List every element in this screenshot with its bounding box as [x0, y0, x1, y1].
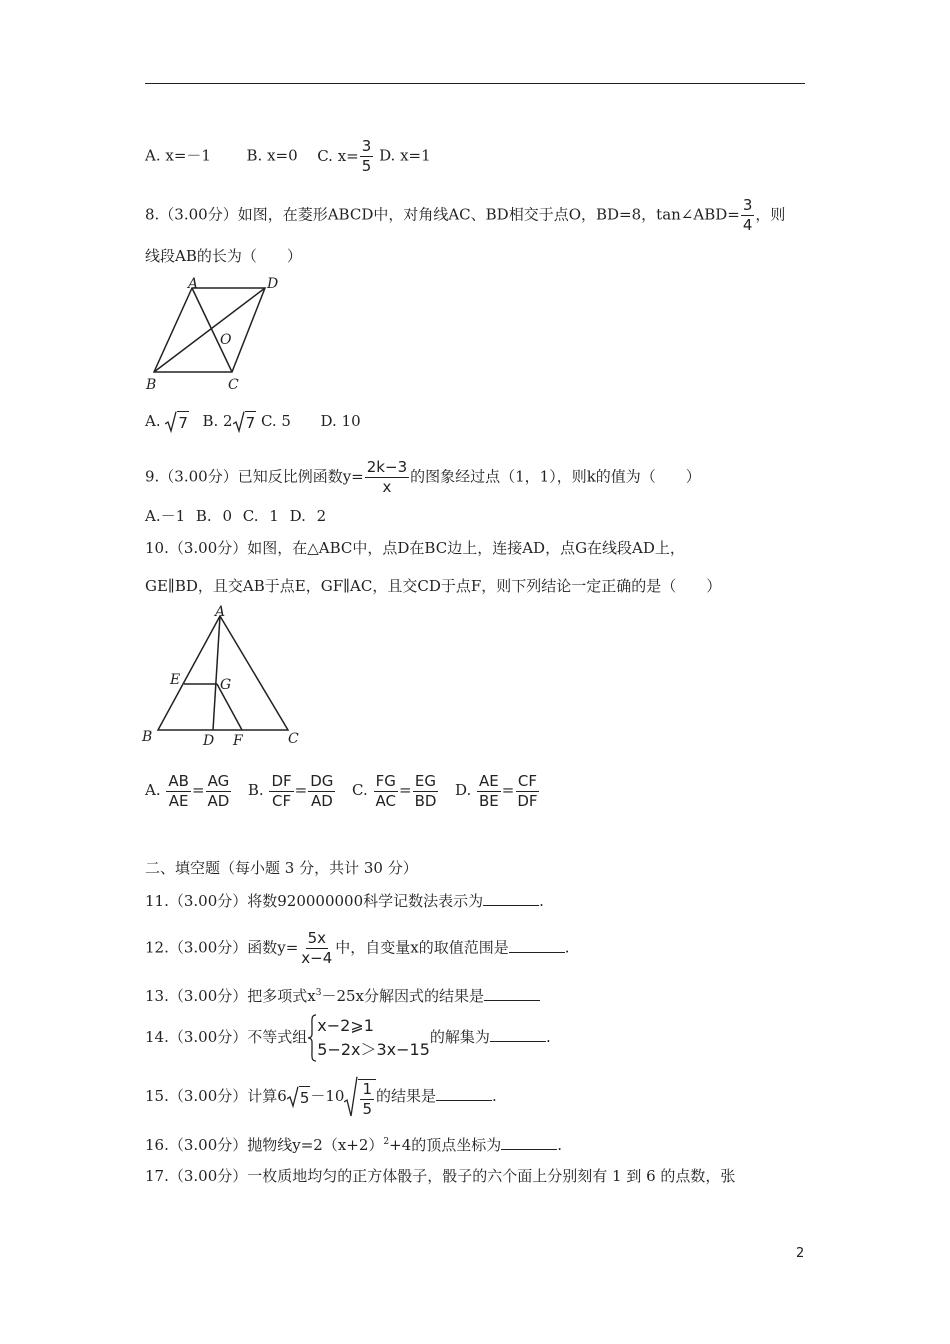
q14-inequality-system: x−2⩾1 5−2x＞3x−15: [307, 1014, 430, 1062]
q10-triangle-figure: [140, 600, 310, 750]
q13: 13.（3.00分）把多项式$x^3-25x$分解因式的结果是: [145, 983, 540, 1006]
q7-option-d: D. x=1: [379, 146, 431, 165]
q14: 14.（3.00分）不等式组 x−2⩾1 5−2x＞3x−15 的解集为 .: [145, 1014, 551, 1062]
q11-answer-blank[interactable]: [483, 891, 539, 906]
q8-stem: [145, 197, 785, 234]
q15-answer-blank[interactable]: [436, 1086, 492, 1101]
q7-option-b: B. x=0: [246, 146, 298, 165]
q8-option-b: B. 2 7: [202, 412, 256, 432]
page-number: 2: [796, 1246, 805, 1261]
q8-option-d: D. 10: [320, 412, 361, 430]
q16-answer-blank[interactable]: [501, 1135, 557, 1150]
header-rule: [145, 83, 805, 84]
label-b: B: [142, 729, 153, 745]
q10-option-c: C. $\frac{FG}{AC}$ = $\frac{EG}{BD}$: [352, 771, 437, 810]
q9-options: A.－1 B. 0 C. 1 D. 2: [145, 507, 327, 525]
q8-stem-line2: 线段AB的长为（ ）: [145, 247, 302, 265]
q10-option-d: D. $\frac{AE}{BE}$ = $\frac{CF}{DF}$: [454, 771, 538, 810]
q17: 17.（3.00分）一枚质地均匀的正方体骰子，骰子的六个面上分别刻有 1 到 6 的点数，张: [145, 1167, 736, 1185]
label-d: D: [203, 733, 215, 749]
label-a: A: [188, 276, 199, 292]
label-f: F: [233, 733, 243, 749]
q7-option-c-fraction: $\frac{3}{5}$: [361, 137, 372, 175]
label-d: D: [267, 276, 279, 292]
q10-option-a: A. $\frac{AB}{AE}$ = $\frac{AG}{AD}$: [145, 771, 230, 810]
q12: 12.（3.00分）函数y= $\frac{5x}{x-4}$ 中，自变量x的取值范围是 .: [145, 929, 570, 967]
q8-stem-end: ，则: [755, 205, 786, 224]
sqrt-5: 5: [287, 1086, 311, 1108]
segment-ad: [213, 616, 220, 730]
label-e: E: [170, 672, 181, 688]
q9-stem-text: 9.（3.00分）已知反比例函数y=: [145, 467, 364, 486]
q8-options: [145, 411, 361, 433]
q11: 11.（3.00分）将数920000000科学记数法表示为 .: [145, 892, 544, 910]
diagonal-ac: [192, 288, 232, 372]
q9-stem-end: 的图象经过点（1，1），则k的值为（ ）: [410, 467, 701, 486]
sqrt-one-fifth: $\frac{1}{5}$: [344, 1076, 376, 1118]
q12-answer-blank[interactable]: [509, 938, 565, 953]
q9-function-fraction: $\frac{2k-3}{x}$: [366, 458, 408, 496]
label-c: C: [288, 731, 299, 747]
label-b: B: [146, 377, 157, 393]
q10-stem-line2: GE∥BD，且交AB于点E，GF∥AC，且交CD于点F，则下列结论一定正确的是（ ）: [145, 577, 722, 595]
label-o: O: [220, 332, 232, 348]
q8-stem-text: 8.（3.00分）如图，在菱形ABCD中，对角线AC、BD相交于点O，BD=8，tan∠ABD=: [145, 205, 740, 224]
q8-tan-fraction: $\frac{3}{4}$: [742, 196, 753, 234]
q7-option-c: C. x= $\frac{3}{5}$: [317, 137, 372, 175]
q8-option-a: A. 7: [145, 412, 188, 432]
sqrt-7-b: 7: [233, 411, 257, 433]
q16: 16.（3.00分）抛物线$y=2(x+2)^2+4$的顶点坐标为 .: [145, 1136, 563, 1154]
q14-answer-blank[interactable]: [490, 1027, 546, 1042]
q7-option-a: A. x=－1: [145, 146, 211, 165]
section2-title: 二、填空题（每小题 3 分，共计 30 分）: [145, 859, 418, 877]
q9-stem: [145, 459, 701, 496]
label-c: C: [228, 377, 239, 393]
q10-option-b: B. $\frac{DF}{CF}$ = $\frac{DG}{AD}$: [247, 771, 334, 810]
label-a: A: [215, 604, 226, 620]
q15: 15.（3.00分）计算6 5 －10 $\frac{1}{5}$ 的结果是 .: [145, 1076, 497, 1118]
q8-rhombus-figure: [140, 276, 290, 398]
q8-option-c: C. 5: [260, 412, 291, 430]
q13-answer-blank[interactable]: [484, 986, 540, 1001]
label-g: G: [220, 677, 232, 693]
q12-fraction: $\frac{5x}{x-4}$: [301, 929, 333, 967]
sqrt-7-a: 7: [165, 411, 189, 433]
q10-stem-line1: 10.（3.00分）如图，在△ABC中，点D在BC边上，连接AD，点G在线段AD上，: [145, 539, 685, 557]
q10-options: [145, 770, 541, 810]
q7-options: [145, 138, 431, 175]
